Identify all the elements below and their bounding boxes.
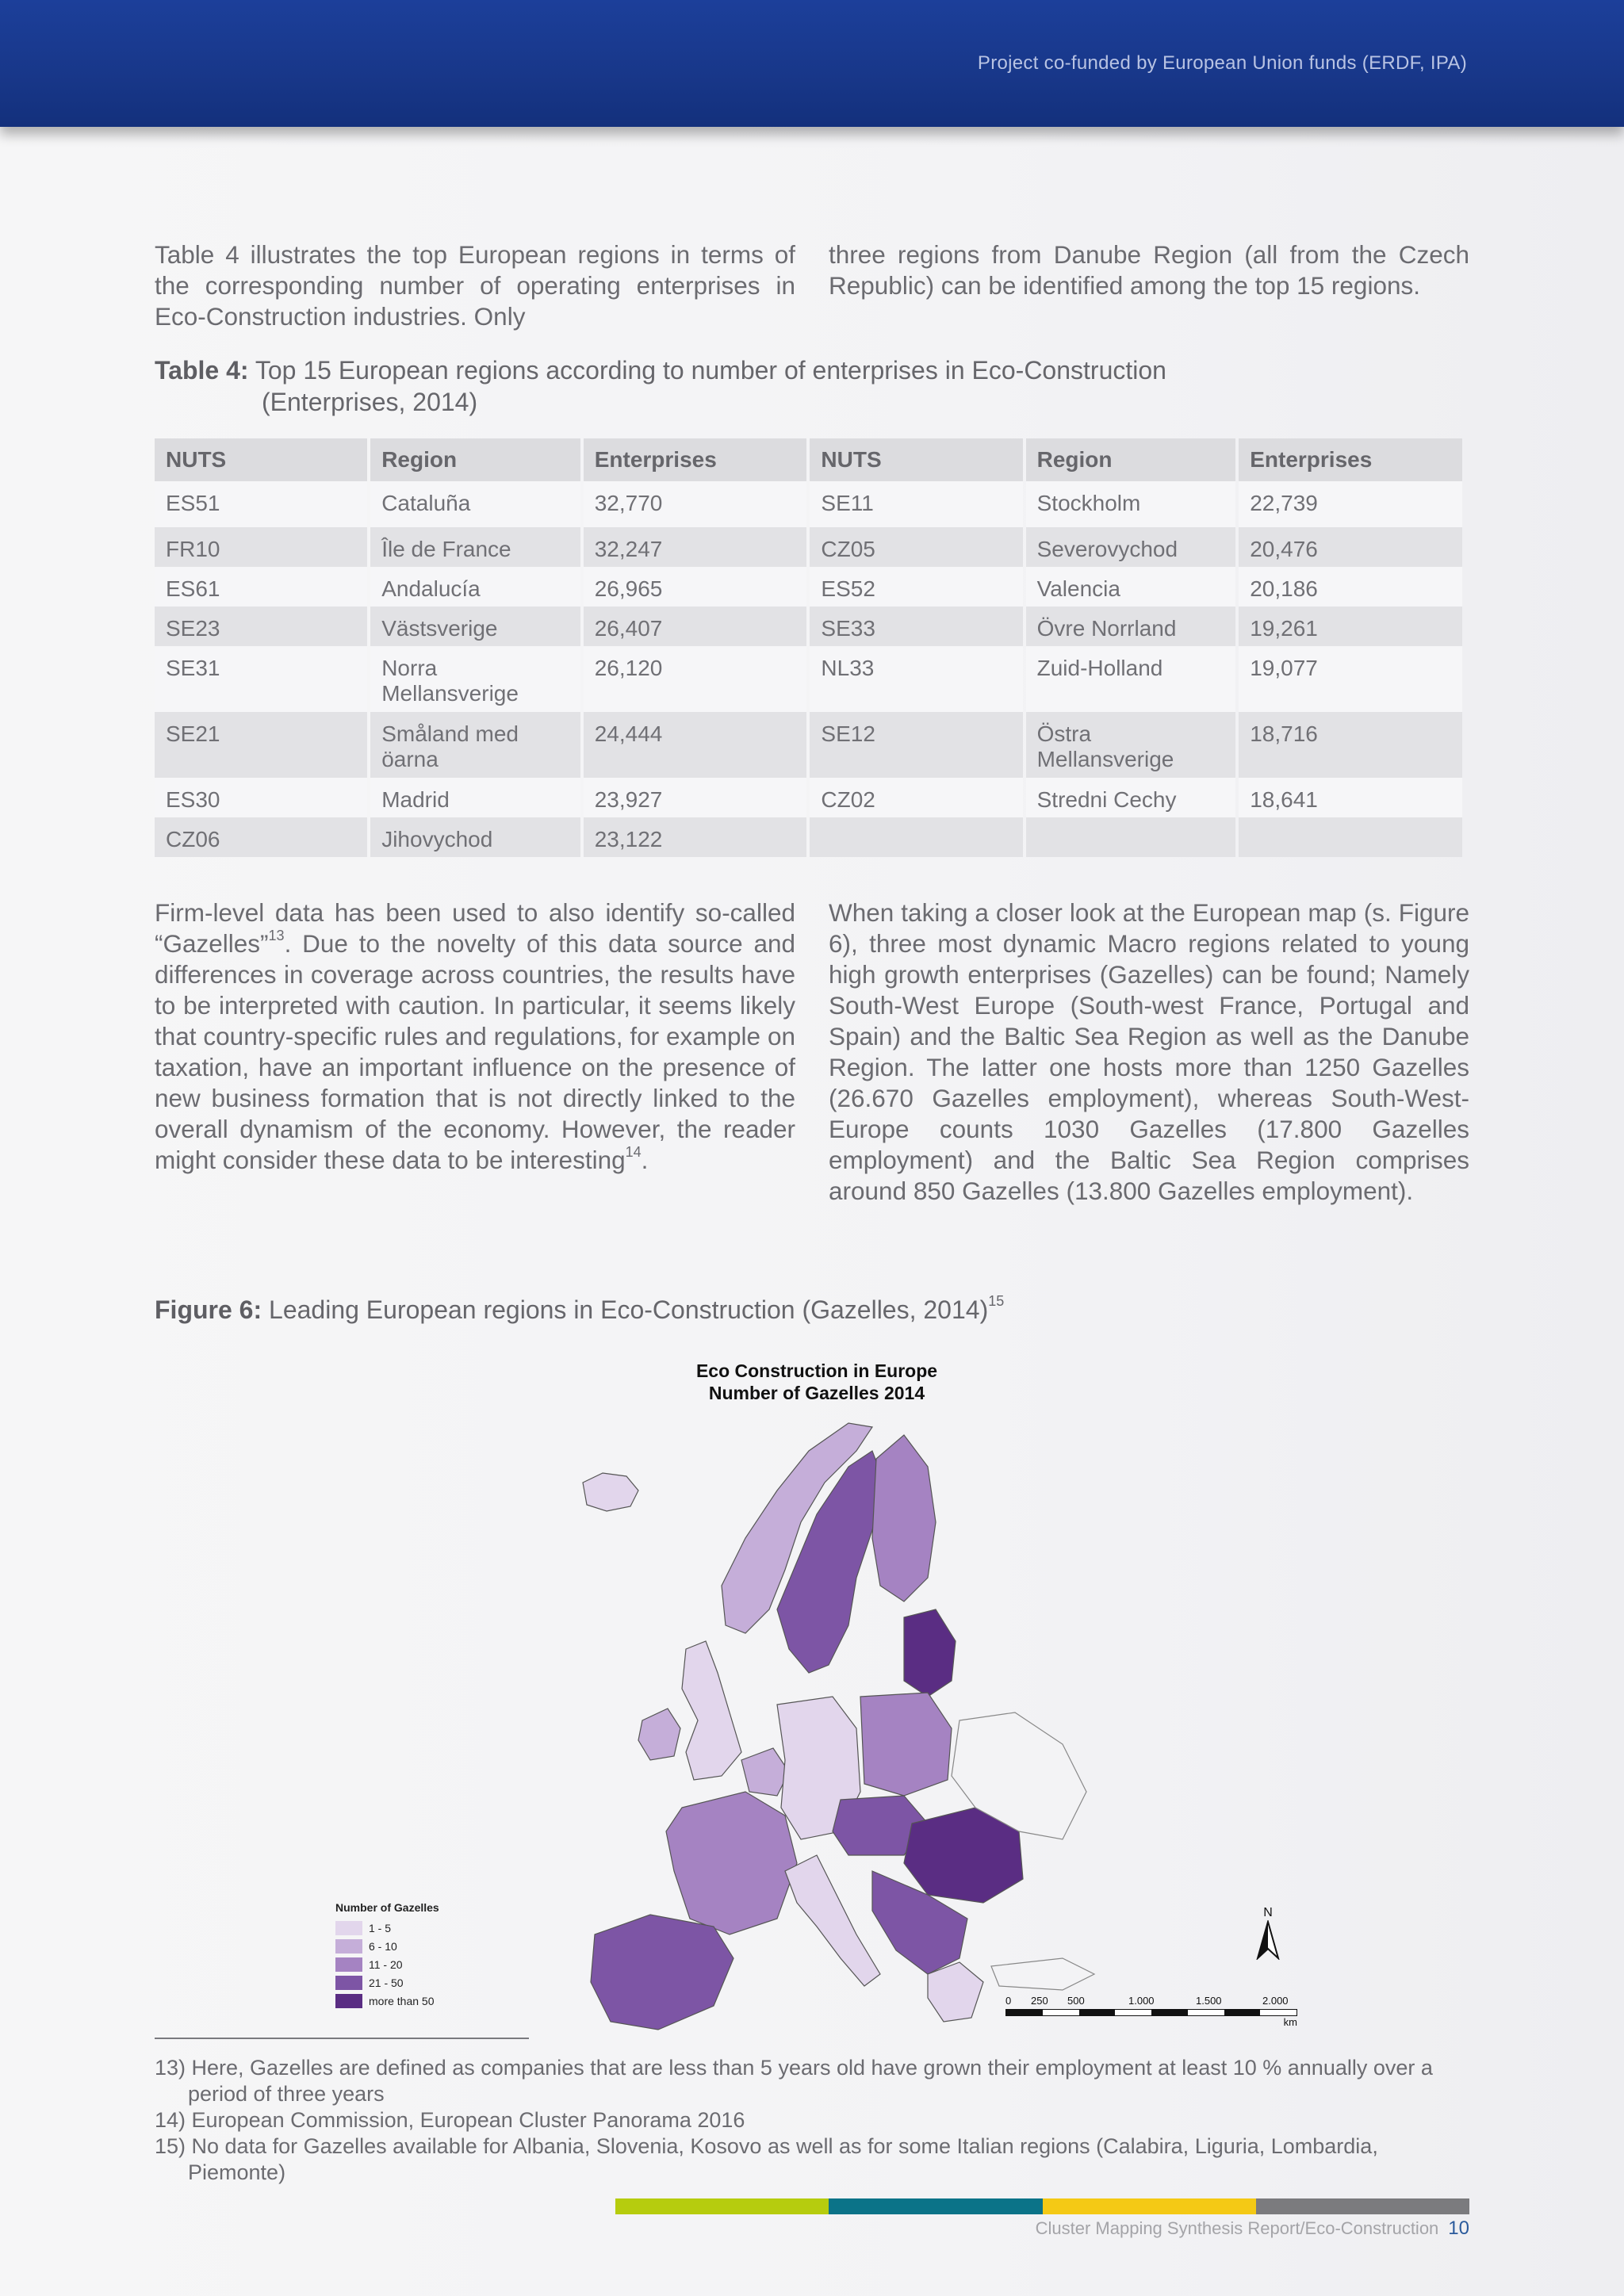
legend-swatch bbox=[335, 1921, 362, 1935]
table-row bbox=[155, 481, 1462, 527]
table-cell: NL33 bbox=[810, 646, 1022, 712]
legend-title: Number of Gazelles bbox=[335, 1901, 439, 1914]
intro-left: Table 4 illustrates the top European regions in terms of the corresponding number of operating enterprises in Eco-Construction industries. Only bbox=[155, 240, 795, 331]
table-cell: SE21 bbox=[155, 712, 367, 778]
scale-label: 2.000 bbox=[1262, 1995, 1289, 2007]
legend-label: 21 - 50 bbox=[369, 1976, 404, 1989]
table-header-row bbox=[155, 438, 1462, 481]
table-cell: SE31 bbox=[155, 646, 367, 712]
table-cell bbox=[810, 817, 1022, 857]
footnote-ref-15: 15 bbox=[988, 1293, 1005, 1309]
map-title-line1: Eco Construction in Europe bbox=[695, 1360, 938, 1381]
table-caption bbox=[155, 354, 1166, 418]
table-cell: Jihovychod bbox=[370, 817, 580, 857]
table-cell: 24,444 bbox=[584, 712, 807, 778]
table-cell: 19,261 bbox=[1239, 607, 1462, 646]
table-cell: 26,120 bbox=[584, 646, 807, 712]
europe-map bbox=[301, 1348, 1332, 2045]
table-row bbox=[155, 712, 1462, 778]
table-cell: Övre Norrland bbox=[1026, 607, 1236, 646]
col-header-nuts: NUTS bbox=[810, 438, 1022, 481]
col-header-enterprises: Enterprises bbox=[1239, 438, 1462, 481]
table-cell: CZ06 bbox=[155, 817, 367, 857]
map-region-turkey-outline bbox=[991, 1958, 1094, 1990]
table-cell bbox=[1026, 817, 1236, 857]
map-region-baltics bbox=[904, 1609, 956, 1697]
map-region-benelux bbox=[741, 1748, 789, 1796]
figure-caption-text: Leading European regions in Eco-Construction (Gazelles, 2014) bbox=[269, 1295, 989, 1324]
map-title-line2: Number of Gazelles 2014 bbox=[708, 1383, 925, 1403]
footnote-13: 13) Here, Gazelles are defined as companies that are less than 5 years old have grown their employment at least 10 % annually over a period of three years bbox=[155, 2056, 1433, 2106]
body-right: When taking a closer look at the European map (s. Figure 6), three most dynamic Macro regions related to young high growth enterprises (Gazelles) can be found; Namely South-West Europe (South-west France, Portugal and Spain) and the Baltic Sea Region as well as the Danube Region. The latter one hosts more than 1250 Gazelles (26.670 Gazelles employment), whereas South-West-Europe counts 1030 Gazelles (17.800 Gazelles employment) and the Baltic Sea Region comprises around 850 Gazelles (13.800 Gazelles employment). bbox=[829, 898, 1469, 1205]
header-banner bbox=[0, 0, 1624, 127]
page-footer bbox=[1036, 2218, 1469, 2240]
table-cell: 32,770 bbox=[584, 481, 807, 527]
table-cell: Stredni Cechy bbox=[1026, 778, 1236, 817]
table-cell: Småland med öarna bbox=[370, 712, 580, 778]
footnote-14: 14) European Commission, European Cluster Panorama 2016 bbox=[155, 2108, 745, 2132]
col-header-nuts: NUTS bbox=[155, 438, 367, 481]
table-cell: ES30 bbox=[155, 778, 367, 817]
north-arrow bbox=[1256, 1906, 1280, 1964]
scale-label: 250 bbox=[1031, 1995, 1048, 2007]
map-legend bbox=[335, 1901, 439, 2010]
body-left-part2: . Due to the novelty of this data source and differences in coverage across countries, the results have to be interpreted with caution. In particular, it seems likely that country-specific rules and regulations, for example on taxation, have an important influence on the presence of new business formation that is not directly linked to the overall dynamism of the economy. However, the reader might consider these data to be interesting bbox=[155, 929, 795, 1174]
legend-label: 11 - 20 bbox=[369, 1957, 403, 1971]
table-cell: Zuid-Holland bbox=[1026, 646, 1236, 712]
table-cell: SE12 bbox=[810, 712, 1022, 778]
body-left bbox=[155, 897, 795, 1176]
legend-item bbox=[335, 1973, 439, 1992]
figure-caption bbox=[155, 1294, 1004, 1326]
col-header-enterprises: Enterprises bbox=[584, 438, 807, 481]
scale-bar-graphic bbox=[1005, 2009, 1297, 2016]
legend-label: more than 50 bbox=[369, 1994, 435, 2007]
table-caption-label: Table 4: bbox=[155, 356, 249, 385]
footnotes bbox=[155, 2055, 1471, 2186]
color-bar-segment bbox=[1256, 2198, 1469, 2214]
table-cell: SE23 bbox=[155, 607, 367, 646]
table-cell: Östra Mellansverige bbox=[1026, 712, 1236, 778]
table-cell: CZ02 bbox=[810, 778, 1022, 817]
legend-swatch bbox=[335, 1957, 362, 1972]
map-region-ireland bbox=[638, 1709, 680, 1760]
table-cell: Île de France bbox=[370, 527, 580, 567]
color-bar bbox=[615, 2198, 1469, 2214]
footnote-ref-14: 14 bbox=[625, 1144, 642, 1160]
table-row bbox=[155, 567, 1462, 607]
scale-labels bbox=[1005, 1995, 1307, 2009]
table-cell: 18,716 bbox=[1239, 712, 1462, 778]
table-cell: 26,965 bbox=[584, 567, 807, 607]
body-left-part1: Firm-level data has been used to also identify so-called “Gazelles” bbox=[155, 898, 795, 958]
legend-swatch bbox=[335, 1939, 362, 1954]
table-cell: CZ05 bbox=[810, 527, 1022, 567]
legend-label: 6 - 10 bbox=[369, 1939, 397, 1953]
table-cell: 26,407 bbox=[584, 607, 807, 646]
table-cell: 19,077 bbox=[1239, 646, 1462, 712]
table-cell bbox=[1239, 817, 1462, 857]
table-cell: 20,186 bbox=[1239, 567, 1462, 607]
table-cell: Severovychod bbox=[1026, 527, 1236, 567]
table-cell: Norra Mellansverige bbox=[370, 646, 580, 712]
table-cell: ES52 bbox=[810, 567, 1022, 607]
map-region-iberia bbox=[591, 1915, 733, 2030]
table-row bbox=[155, 646, 1462, 712]
legend-swatch bbox=[335, 1994, 362, 2008]
footnote-15: 15) No data for Gazelles available for Albania, Slovenia, Kosovo as well as for some Italian regions (Calabira, Liguria, Lombardia, Piemonte) bbox=[155, 2134, 1378, 2184]
table-cell: Cataluña bbox=[370, 481, 580, 527]
legend-item bbox=[335, 1919, 439, 1937]
table-cell: 18,641 bbox=[1239, 778, 1462, 817]
page-number: 10 bbox=[1448, 2218, 1469, 2239]
north-arrow-icon bbox=[1256, 1920, 1280, 1960]
col-header-region: Region bbox=[1026, 438, 1236, 481]
table-cell: 23,122 bbox=[584, 817, 807, 857]
scale-label: 500 bbox=[1067, 1995, 1085, 2007]
table-cell: SE33 bbox=[810, 607, 1022, 646]
table-cell: Valencia bbox=[1026, 567, 1236, 607]
col-header-region: Region bbox=[370, 438, 580, 481]
funding-note: Project co-funded by European Union funds (ERDF, IPA) bbox=[977, 52, 1467, 74]
footnote-rule bbox=[155, 2038, 529, 2039]
table-row bbox=[155, 778, 1462, 817]
body-left-end: . bbox=[641, 1146, 649, 1174]
legend-swatch bbox=[335, 1976, 362, 1990]
scale-label: 1.000 bbox=[1128, 1995, 1155, 2007]
table-cell: 32,247 bbox=[584, 527, 807, 567]
legend-label: 1 - 5 bbox=[369, 1921, 392, 1934]
map-region-poland bbox=[860, 1693, 952, 1796]
intro-right: three regions from Danube Region (all from the Czech Republic) can be identified among the top 15 regions. bbox=[829, 240, 1469, 300]
table-cell: SE11 bbox=[810, 481, 1022, 527]
table-cell: Stockholm bbox=[1026, 481, 1236, 527]
scale-label: 0 bbox=[1005, 1995, 1012, 2007]
table-row bbox=[155, 607, 1462, 646]
table-cell: ES51 bbox=[155, 481, 367, 527]
table-cell: ES61 bbox=[155, 567, 367, 607]
table-row bbox=[155, 527, 1462, 567]
scale-bar bbox=[1005, 1995, 1307, 2028]
footnote-ref-13: 13 bbox=[268, 928, 285, 943]
color-bar-segment bbox=[1043, 2198, 1256, 2214]
map-region-finland bbox=[872, 1435, 936, 1601]
map-region-italy bbox=[785, 1855, 880, 1986]
table-cell: Västsverige bbox=[370, 607, 580, 646]
footer-title: Cluster Mapping Synthesis Report/Eco-Construction bbox=[1035, 2218, 1439, 2238]
table-caption-sub: (Enterprises, 2014) bbox=[262, 388, 478, 416]
table-row bbox=[155, 817, 1462, 857]
color-bar-segment bbox=[829, 2198, 1042, 2214]
table-cell: 23,927 bbox=[584, 778, 807, 817]
table-cell: FR10 bbox=[155, 527, 367, 567]
table-caption-text: Top 15 European regions according to number of enterprises in Eco-Construction bbox=[255, 356, 1166, 385]
legend-item bbox=[335, 1955, 439, 1973]
table-cell: 22,739 bbox=[1239, 481, 1462, 527]
north-label: N bbox=[1263, 1906, 1273, 1919]
enterprises-table bbox=[151, 438, 1465, 857]
map-region-greece bbox=[928, 1962, 983, 2022]
color-bar-segment bbox=[615, 2198, 829, 2214]
figure-caption-label: Figure 6: bbox=[155, 1295, 262, 1324]
table-cell: 20,476 bbox=[1239, 527, 1462, 567]
map-region-iceland bbox=[583, 1473, 638, 1511]
map-region-uk bbox=[682, 1641, 741, 1780]
legend-item bbox=[335, 1937, 439, 1955]
table-cell: Andalucía bbox=[370, 567, 580, 607]
scale-unit: km bbox=[1283, 2016, 1297, 2028]
table-cell: Madrid bbox=[370, 778, 580, 817]
map-region-france bbox=[666, 1792, 797, 1934]
scale-label: 1.500 bbox=[1196, 1995, 1222, 2007]
legend-item bbox=[335, 1992, 439, 2010]
